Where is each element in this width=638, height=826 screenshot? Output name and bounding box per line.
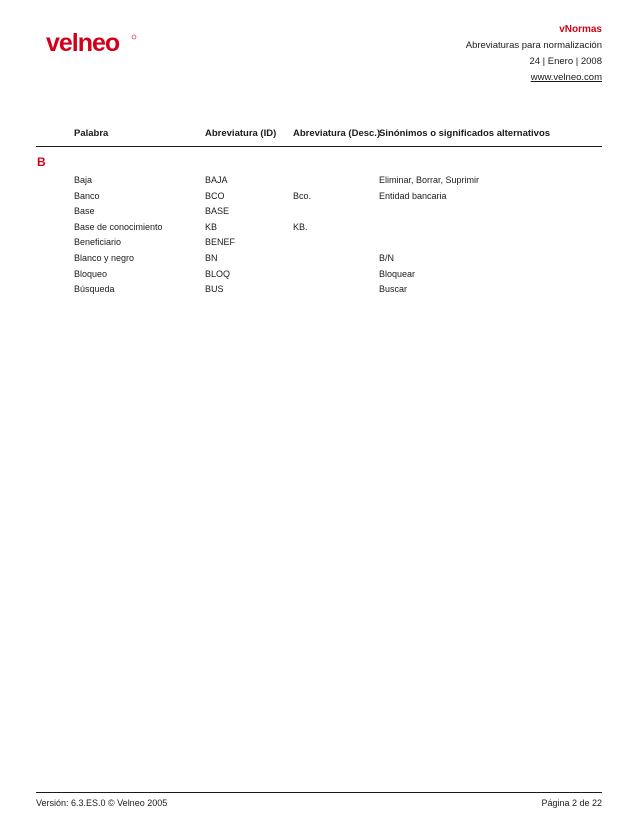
cell-sinonimos: Eliminar, Borrar, Suprimir (379, 175, 480, 185)
cell-sinonimos: Bloquear (379, 268, 416, 279)
cell-abreviatura-id: BAJA (205, 175, 228, 185)
cell-abreviatura-id: BN (205, 252, 218, 263)
website-link[interactable]: www.velneo.com (530, 72, 602, 83)
page-number: Página 2 de 22 (541, 798, 602, 808)
header-divider (36, 146, 602, 147)
column-header-abreviatura-desc: Abreviatura (Desc.) (293, 128, 381, 139)
table-row (0, 172, 638, 188)
cell-abreviatura-id: KB (205, 221, 218, 232)
cell-sinonimos: B/N (379, 252, 395, 263)
table-row (0, 234, 638, 250)
cell-palabra: Baja (74, 175, 93, 185)
table-row (0, 250, 638, 266)
cell-palabra: Beneficiario (74, 237, 122, 248)
document-header-info (466, 22, 602, 86)
cell-palabra: Banco (74, 190, 100, 201)
cell-palabra: Búsqueda (74, 284, 115, 295)
cell-abreviatura-id: BASE (205, 206, 230, 217)
table-row (0, 188, 638, 204)
column-header-abreviatura-id: Abreviatura (ID) (205, 128, 277, 139)
document-subtitle: Abreviaturas para normalización (465, 40, 602, 51)
table-row (0, 219, 638, 235)
svg-text:velneo: velneo (46, 29, 120, 57)
footer-divider (36, 792, 602, 793)
cell-sinonimos: Entidad bancaria (379, 190, 447, 201)
abbreviations-table (0, 172, 638, 297)
table-column-headers (0, 128, 638, 144)
column-header-sinonimos: Sinónimos o significados alternativos (379, 128, 551, 139)
cell-abreviatura-desc: Bco. (293, 190, 312, 201)
velneo-logo (46, 28, 142, 58)
table-row (0, 281, 638, 297)
cell-palabra: Base de conocimiento (74, 221, 163, 232)
table-row (0, 266, 638, 282)
document-date: 24 | Enero | 2008 (529, 56, 602, 67)
cell-abreviatura-id: BUS (205, 284, 224, 295)
cell-abreviatura-id: BENEF (205, 237, 236, 248)
table-row (0, 203, 638, 219)
column-header-palabra: Palabra (74, 128, 109, 139)
cell-abreviatura-id: BLOQ (205, 268, 231, 279)
cell-abreviatura-desc: KB. (293, 221, 308, 232)
cell-abreviatura-id: BCO (205, 190, 225, 201)
version-text: Versión: 6.3.ES.0 © Velneo 2005 (36, 798, 168, 808)
brand-name: vNormas (559, 24, 602, 35)
cell-palabra: Bloqueo (74, 268, 108, 279)
cell-sinonimos: Buscar (379, 284, 408, 295)
section-letter: B (37, 155, 46, 169)
cell-palabra: Base (74, 206, 95, 217)
cell-palabra: Blanco y negro (74, 252, 135, 263)
